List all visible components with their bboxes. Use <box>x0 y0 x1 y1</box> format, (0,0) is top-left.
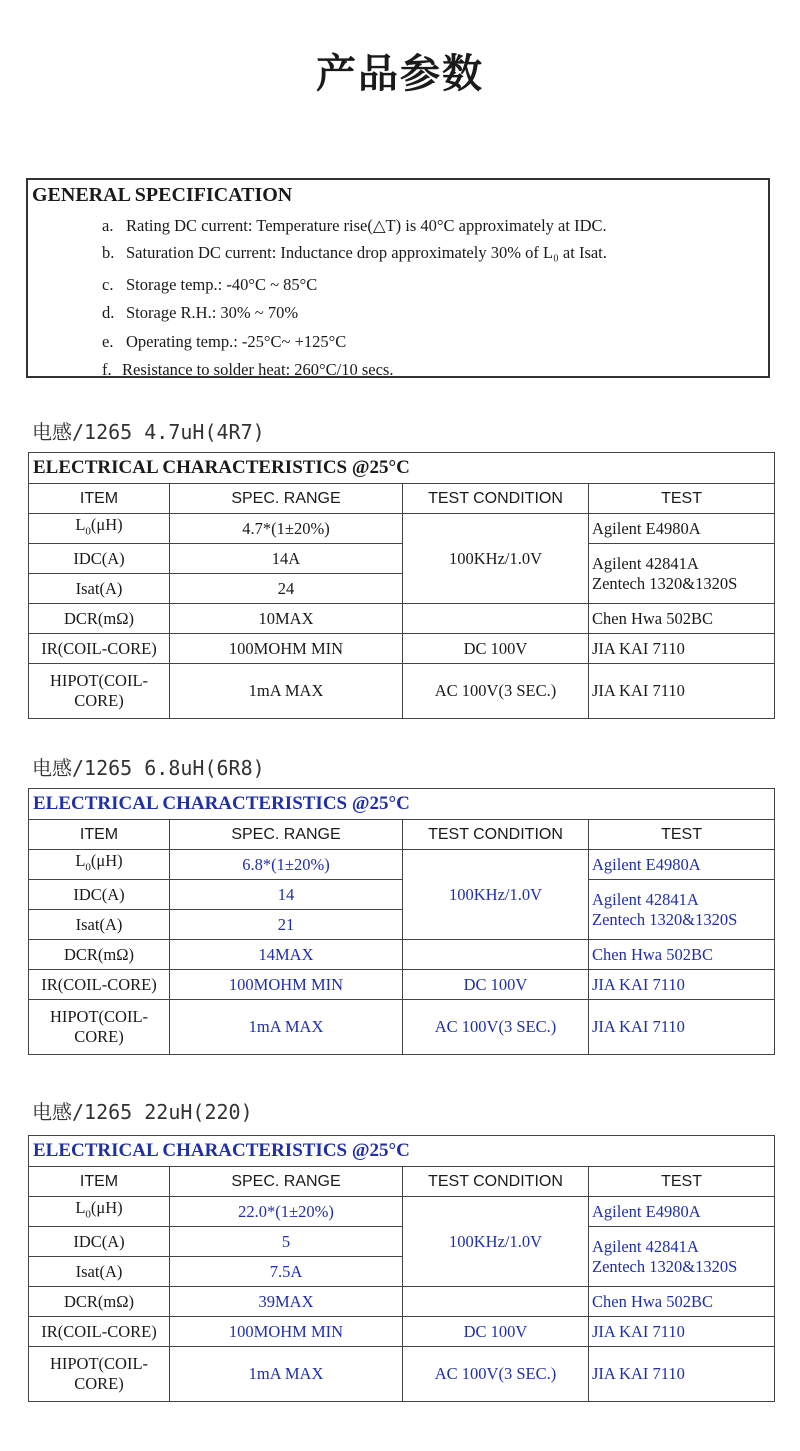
cond-ac: AC 100V(3 SEC.) <box>403 1347 589 1402</box>
spec-l0: 6.8*(1±20%) <box>170 850 403 880</box>
spec-hipot: 1mA MAX <box>170 1000 403 1055</box>
spec-ir: 100MOHM MIN <box>170 634 403 664</box>
spec-hipot: 1mA MAX <box>170 664 403 719</box>
row-item-dcr: DCR(mΩ) <box>29 604 170 634</box>
test-idc-isat: Agilent 42841A Zentech 1320&1320S <box>589 544 775 604</box>
test-ir: JIA KAI 7110 <box>589 1317 775 1347</box>
spec-dcr: 10MAX <box>170 604 403 634</box>
spec-ir: 100MOHM MIN <box>170 1317 403 1347</box>
test-ir: JIA KAI 7110 <box>589 634 775 664</box>
electrical-characteristics-table-4r7 <box>28 452 775 719</box>
spec-ir: 100MOHM MIN <box>170 970 403 1000</box>
test-dcr: Chen Hwa 502BC <box>589 940 775 970</box>
row-item-l0: $L_0(\mu H)$ <box>29 850 170 880</box>
general-specification-title: GENERAL SPECIFICATION <box>32 184 293 206</box>
col-header-condition: TEST CONDITION <box>403 1167 589 1197</box>
cond-ac: AC 100V(3 SEC.) <box>403 1000 589 1055</box>
cond-dc: DC 100V <box>403 634 589 664</box>
spec-item: b. Saturation DC current: Inductance drop approximately 30% of L₀ at Isat. <box>102 243 607 262</box>
spec-dcr: 14MAX <box>170 940 403 970</box>
test-idc-isat: Agilent 42841A Zentech 1320&1320S <box>589 880 775 940</box>
row-item-idc: IDC(A) <box>29 544 170 574</box>
cond-dc: DC 100V <box>403 1317 589 1347</box>
page-title: 产品参数 <box>316 51 484 97</box>
col-header-condition: TEST CONDITION <box>403 820 589 850</box>
col-header-test: TEST <box>589 1167 775 1197</box>
row-item-dcr: DCR(mΩ) <box>29 940 170 970</box>
spec-hipot: 1mA MAX <box>170 1347 403 1402</box>
cond-ac: AC 100V(3 SEC.) <box>403 664 589 719</box>
spec-item: c. Storage temp.: -40°C ~ 85°C <box>102 275 318 294</box>
row-item-idc: IDC(A) <box>29 1227 170 1257</box>
table-header: ELECTRICAL CHARACTERISTICS @25°C <box>29 453 775 484</box>
spec-idc: 14A <box>170 544 403 574</box>
spec-isat: 24 <box>170 574 403 604</box>
cond-freq: 100KHz/1.0V <box>403 514 589 604</box>
col-header-condition: TEST CONDITION <box>403 484 589 514</box>
spec-l0: 4.7*(1±20%) <box>170 514 403 544</box>
cond-empty <box>403 940 589 970</box>
test-l0: Agilent E4980A <box>589 514 775 544</box>
test-hipot: JIA KAI 7110 <box>589 1000 775 1055</box>
cond-empty <box>403 1287 589 1317</box>
spec-item: e. Operating temp.: -25°C~ +125°C <box>102 332 347 351</box>
col-header-item: ITEM <box>29 484 170 514</box>
section-label-220: 电感/1265 22uH(220) <box>32 1100 253 1124</box>
spec-isat: 7.5A <box>170 1257 403 1287</box>
spec-isat: 21 <box>170 910 403 940</box>
row-item-l0: $L_0(\mu H)$ <box>29 514 170 544</box>
col-header-spec: SPEC. RANGE <box>170 820 403 850</box>
electrical-characteristics-table-6r8 <box>28 788 775 1055</box>
test-hipot: JIA KAI 7110 <box>589 1347 775 1402</box>
section-label-6r8: 电感/1265 6.8uH(6R8) <box>32 756 265 780</box>
general-specification-box <box>26 178 770 378</box>
test-idc-isat: Agilent 42841A Zentech 1320&1320S <box>589 1227 775 1287</box>
spec-item: a. Rating DC current: Temperature rise(△T) is 40°C approximately at IDC. <box>102 216 607 235</box>
test-dcr: Chen Hwa 502BC <box>589 1287 775 1317</box>
row-item-dcr: DCR(mΩ) <box>29 1287 170 1317</box>
col-header-test: TEST <box>589 820 775 850</box>
row-item-hipot: HIPOT(COIL-CORE) <box>29 664 170 719</box>
col-header-spec: SPEC. RANGE <box>170 484 403 514</box>
spec-item: d. Storage R.H.: 30% ~ 70% <box>102 303 299 322</box>
test-l0: Agilent E4980A <box>589 1197 775 1227</box>
spec-dcr: 39MAX <box>170 1287 403 1317</box>
row-item-hipot: HIPOT(COIL-CORE) <box>29 1000 170 1055</box>
row-item-ir: IR(COIL-CORE) <box>29 970 170 1000</box>
cond-freq: 100KHz/1.0V <box>403 1197 589 1287</box>
row-item-idc: IDC(A) <box>29 880 170 910</box>
section-label-4r7: 电感/1265 4.7uH(4R7) <box>32 420 265 444</box>
table-header: ELECTRICAL CHARACTERISTICS @25°C <box>29 1136 775 1167</box>
table-header: ELECTRICAL CHARACTERISTICS @25°C <box>29 789 775 820</box>
test-hipot: JIA KAI 7110 <box>589 664 775 719</box>
cond-dc: DC 100V <box>403 970 589 1000</box>
spec-idc: 5 <box>170 1227 403 1257</box>
row-item-ir: IR(COIL-CORE) <box>29 634 170 664</box>
row-item-isat: Isat(A) <box>29 574 170 604</box>
test-ir: JIA KAI 7110 <box>589 970 775 1000</box>
test-l0: Agilent E4980A <box>589 850 775 880</box>
row-item-isat: Isat(A) <box>29 910 170 940</box>
spec-idc: 14 <box>170 880 403 910</box>
test-dcr: Chen Hwa 502BC <box>589 604 775 634</box>
row-item-hipot: HIPOT(COIL-CORE) <box>29 1347 170 1402</box>
cond-freq: 100KHz/1.0V <box>403 850 589 940</box>
electrical-characteristics-table-220 <box>28 1135 775 1402</box>
spec-item: f. Resistance to solder heat: 260°C/10 secs. <box>102 360 394 379</box>
col-header-item: ITEM <box>29 820 170 850</box>
row-item-ir: IR(COIL-CORE) <box>29 1317 170 1347</box>
col-header-item: ITEM <box>29 1167 170 1197</box>
col-header-test: TEST <box>589 484 775 514</box>
row-item-l0: $L_0(\mu H)$ <box>29 1197 170 1227</box>
spec-l0: 22.0*(1±20%) <box>170 1197 403 1227</box>
cond-empty <box>403 604 589 634</box>
row-item-isat: Isat(A) <box>29 1257 170 1287</box>
col-header-spec: SPEC. RANGE <box>170 1167 403 1197</box>
